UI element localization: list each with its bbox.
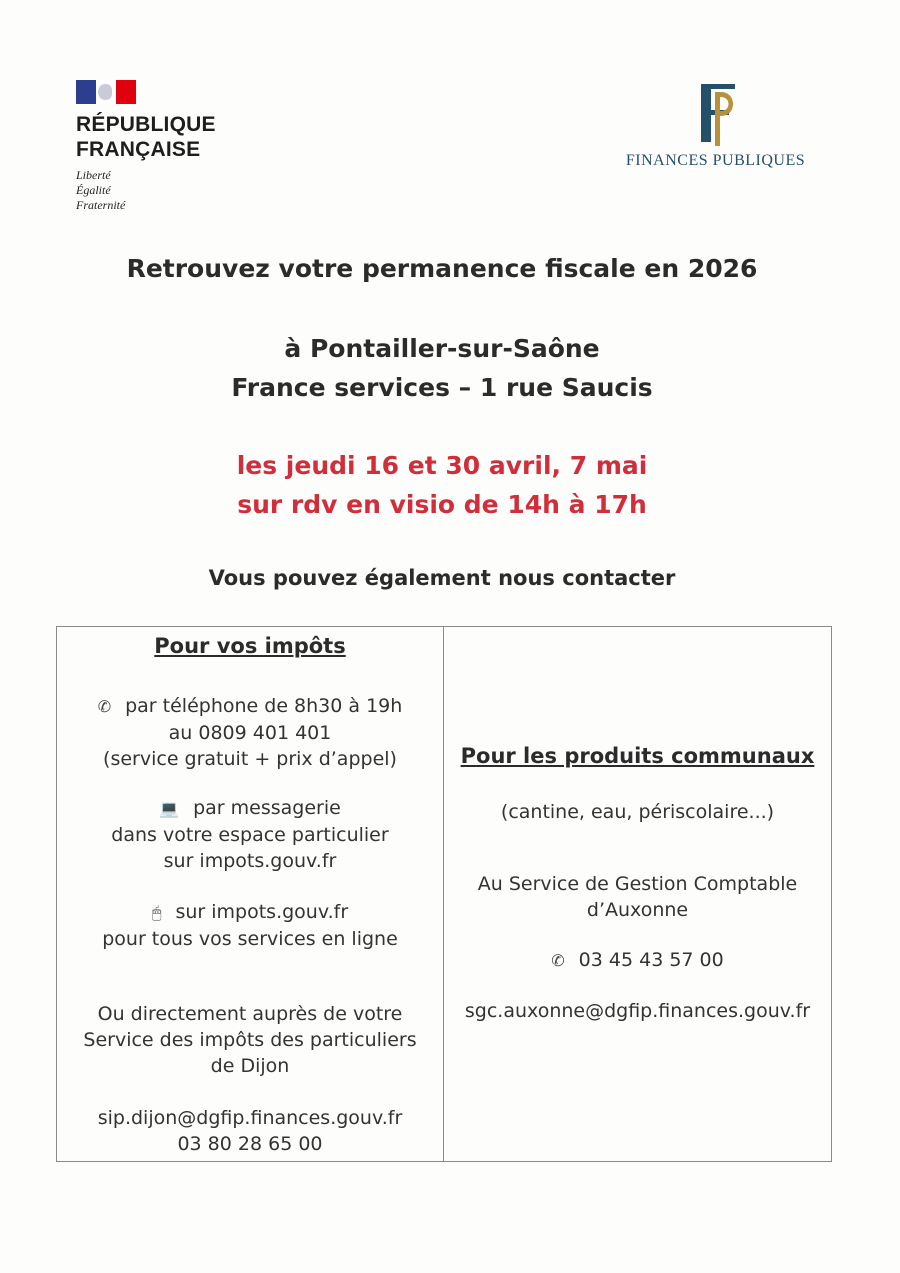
location-city: à Pontailler-sur-Saône: [284, 334, 600, 363]
republique-francaise-name: [76, 112, 216, 162]
finances-publiques-logo: [618, 80, 813, 170]
phone-line: par téléphone de 8h30 à 19h: [125, 695, 403, 717]
computer-icon: 💻: [159, 799, 180, 818]
motto-egalite: Égalité: [76, 183, 111, 197]
messaging-contact-block: [57, 795, 443, 874]
republique-francaise-logo: [76, 80, 216, 213]
sgc-email: sgc.auxonne@dgfip.finances.gouv.fr: [464, 1000, 811, 1022]
sip-email: sip.dijon@dgfip.finances.gouv.fr: [97, 1107, 403, 1129]
phone-number: au 0809 401 401: [168, 722, 332, 744]
online-contact-block: [57, 899, 443, 952]
republique-line: RÉPUBLIQUE: [76, 113, 216, 136]
office-contact-block: [57, 1001, 443, 1079]
contact-intro: Vous pouvez également nous contacter: [208, 566, 676, 590]
schedule-dates: les jeudi 16 et 30 avril, 7 mai: [236, 451, 648, 480]
motto-fraternite: Fraternité: [76, 198, 126, 212]
motto-liberte: Liberté: [76, 168, 111, 182]
phone-icon: ✆: [551, 951, 565, 970]
phone-icon: ✆: [97, 697, 112, 716]
location-address: France services – 1 rue Saucis: [231, 373, 653, 402]
online-site: sur impots.gouv.fr: [175, 901, 349, 923]
office-line: Ou directement auprès de votre: [97, 1003, 403, 1025]
office-city: de Dijon: [210, 1055, 290, 1077]
communal-products-column: [444, 627, 831, 1161]
schedule-hours: sur rdv en visio de 14h à 17h: [237, 490, 647, 519]
messaging-space: dans votre espace particulier: [111, 824, 389, 846]
online-services: pour tous vos services en ligne: [102, 928, 398, 950]
page-title: Retrouvez votre permanence fiscale en 2026: [126, 254, 758, 283]
communal-heading: Pour les produits communaux: [460, 744, 815, 768]
francaise-line: FRANÇAISE: [76, 138, 201, 161]
mouse-click-icon: 🖱: [151, 903, 162, 922]
sgc-service-line: Au Service de Gestion Comptable: [477, 873, 798, 895]
messaging-line: par messagerie: [193, 797, 341, 819]
communal-examples: (cantine, eau, périscolaire...): [500, 801, 775, 823]
sgc-service-block: [444, 871, 831, 923]
finances-publiques-name: FINANCES PUBLIQUES: [625, 152, 806, 169]
phone-contact-block: [57, 693, 443, 772]
sgc-phone: 03 45 43 57 00: [578, 949, 724, 971]
taxes-heading: Pour vos impôts: [154, 634, 346, 658]
taxes-column: [57, 627, 444, 1161]
sip-phone: 03 80 28 65 00: [177, 1133, 323, 1155]
marianne-flag-icon: [76, 80, 136, 104]
sgc-service-city: d’Auxonne: [586, 899, 689, 921]
phone-note: (service gratuit + prix d’appel): [103, 748, 397, 770]
office-service: Service des impôts des particuliers: [83, 1029, 417, 1051]
contact-table: [56, 626, 832, 1162]
sgc-phone-block: [444, 947, 831, 974]
republic-motto: [76, 168, 216, 213]
fp-monogram-icon: [691, 80, 741, 148]
office-direct-contact: [57, 1105, 443, 1157]
messaging-site: sur impots.gouv.fr: [163, 850, 337, 872]
